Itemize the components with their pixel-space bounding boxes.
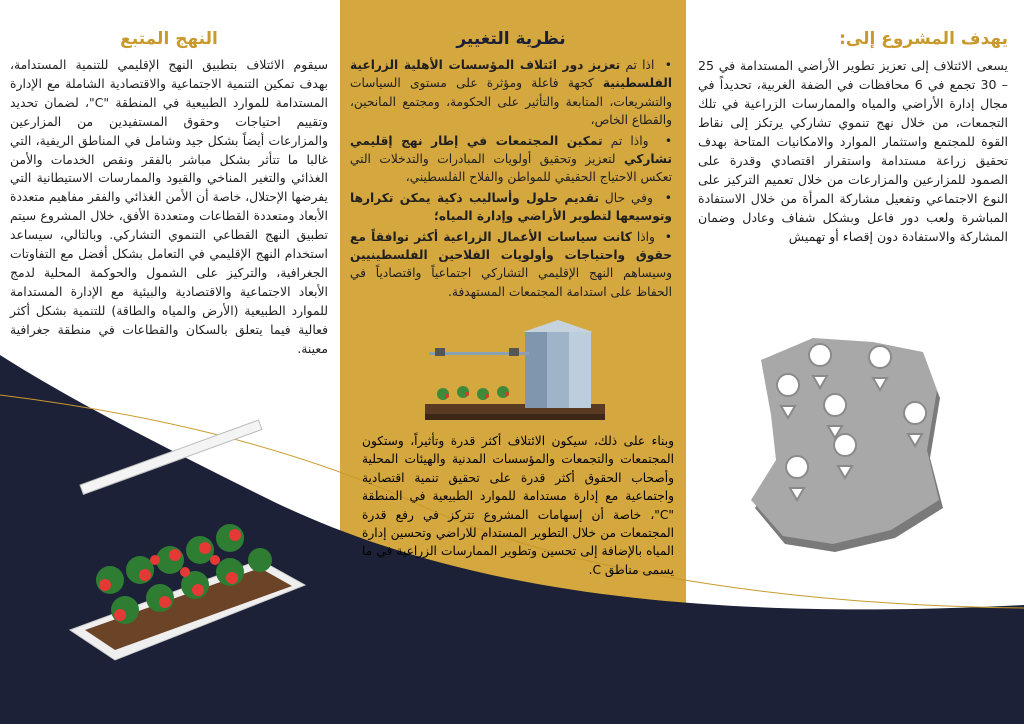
bullet-4: • واذا كانت سياسات الأعمال الزراعية أكثر توافقاً مع حقوق واحتياجات وأولويات الفلاحين الفلسطينيين وسيساهم النهج الإقليمي التشاركي اجتماعياً واقتصادياً في الحفاظ على استدامة المجتمعات المستهدفة. — [350, 229, 672, 299]
theory-of-change-section — [350, 28, 672, 303]
approach-heading: النهج المتبع — [120, 29, 218, 49]
approach-section — [10, 28, 328, 359]
theory-conclusion — [362, 432, 674, 579]
bullet-3: • وفي حال تقديم حلول وأساليب ذكية يمكن تكرارها وتوسيعها لتطوير الأراضي وإدارة المياه؛ — [350, 190, 672, 224]
goal-section — [698, 28, 1008, 246]
approach-text: سيقوم الائتلاف بتطبيق النهج الإقليمي للتنمية المستدامة، بهدف تمكين التنمية الاجتماعية والاقتصادية الشاملة مع الإدارة المستدامة للموارد الطبيعية في المنطقة "C"، لضمان تحديد وتقييم احتياجات وحقوق المستفيدين من المزارعين والمزارعات أيضاً بشكل جيد وشامل في المناطق الريفية، التي غالبا ما تتأثر بشكل مباشر بالفقر ونقص الخدمات والأمن الغذائي والتغير المناخي والقيود والممارسات الاستيطانية التي يفرضها الإحتلال، خاصة أن الأمن الغذائي والفقر مفاهيم متعددة الأبعاد ومتعددة القطاعات ومتعددة الأفق، خلال المشروع سيتم تطبيق النهج القطاعي التنموي التشاركي. وبالتالي، سيساعد استخدام النهج الإقليمي في التعامل بشكل أفضل مع التفاوتات الجغرافية، والتركيز على الشمول والحوكمة المحلية لدمج الأبعاد الاجتماعية والاقتصادية والبيئية مع الإدارة المستدامة للموارد الطبيعية (الأرض والمياه والطاقة) للتنمية بشكل أكثر فعالية فيما يتعلق بالسكان والقطاعات في منطقة جغرافية معينة. — [10, 57, 329, 356]
bullet-2: • واذا تم تمكين المجتمعات في إطار نهج إقليمي تشاركي لتعزيز وتحقيق أولويات المبادرات والتدخلات التي تعكس الاحتياج الحقيقي للمواطن والفلاح الفلسطيني، — [350, 133, 673, 185]
theory-heading: نظرية التغيير — [456, 29, 566, 49]
goal-heading: يهدف المشروع إلى: — [839, 29, 1008, 49]
tomato-irrigation-icon — [60, 410, 310, 675]
irrigation-tank-icon — [425, 318, 605, 428]
goal-text: يسعى الائتلاف إلى تعزيز تطوير الأراضي المستدامة في 25 – 30 تجمع في 6 محافظات في الضفة الغربية، تحديداً في مجال إدارة الأراضي والمياه والممارسات الزراعية في تلك التجمعات، من خلال نهج تنموي تشاركي يرتكز إلى نقاط القوة للمجتمع واستثمار الموارد والامكانيات المتاحة بهدف تحقيق زراعة مستدامة واستقرار اقتصادي وقدرة على الصمود للمزارعين والمزارعات من خلال تعميم التركيز على النوع الاجتماعي وتفعيل مشاركة المرأة من خلال الاستفادة المباشرة ولعب دور فاعل وبشكل شفاف وعادل وضمان المشاركة والاستفادة دون إقصاء أو تهميش — [698, 58, 1008, 244]
conclusion-text: وبناء على ذلك، سيكون الائتلاف أكثر قدرة وتأثيراً، وستكون المجتمعات والتجمعات والمؤسسات المدنية والهيئات المحلية وأصحاب الحقوق أكثر قدرة على تحقيق تنمية اقتصادية واجتماعية مع إدارة مستدامة للموارد الطبيعية في المنطقة "C"، خاصة أن إسهامات المشروع تتركز في رفع قدرة المجتمعات من خلال التطوير المستدام للاراضي وتحسين إدارة المياه بالإضافة إلى تحسين وتطوير الممارسات الزراعية في ما يسمى مناطق C. — [362, 434, 674, 577]
west-bank-map-icon — [725, 338, 965, 570]
bullet-1: • اذا تم تعزيز دور ائتلاف المؤسسات الأهلية الزراعية الفلسطينية كجهة فاعلة ومؤثرة على مستوى السياسات والتشريعات، المتابعة والتأثير على الحكومة، ومجتمع المانحين، والقطاع الخاص، — [350, 58, 673, 128]
